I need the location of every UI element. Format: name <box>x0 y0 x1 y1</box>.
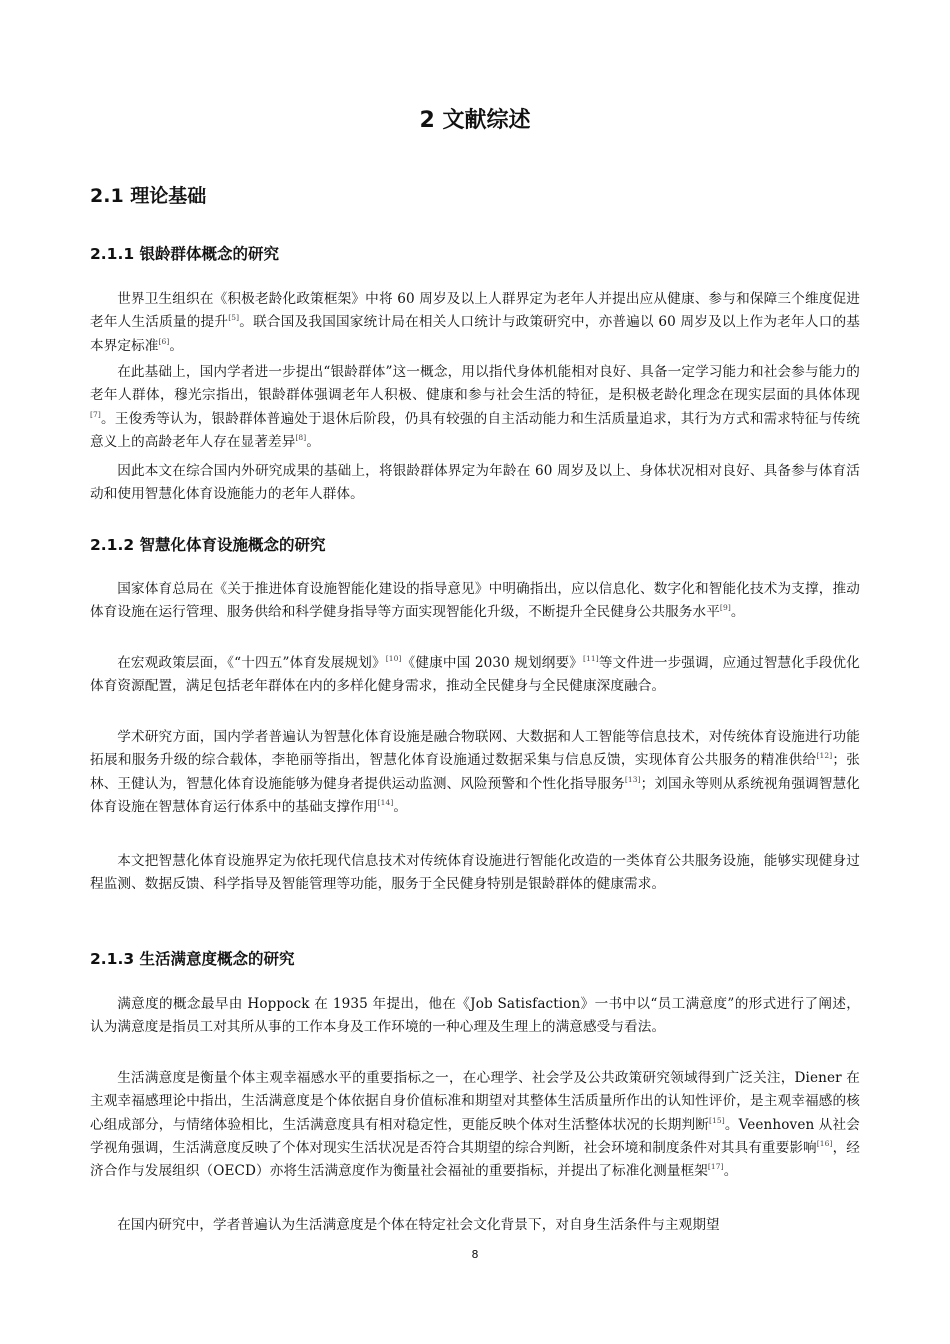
citation: [15] <box>708 1115 725 1125</box>
citation: [8] <box>295 432 307 442</box>
paragraph: 学术研究方面，国内学者普遍认为智慧化体育设施是融合物联网、大数据和人工智能等信息技术，对传统体育设施进行功能拓展和服务升级的综合载体，李艳丽等指出，智慧化体育设施通过数据采集与信息反馈，实现体育公共服务的精准供给[12]；张林、王健认为，智慧化体育设施能够为健身者提供运动监测、风险预警和个性化指导服务[13]；刘国永等则从系统视角强调智慧化体育设施在智慧体育运行体系中的基础支撑作用[14]。 <box>90 729 860 815</box>
subsection-title-2: 2.1.2 智慧化体育设施概念的研究 <box>90 536 326 554</box>
citation: [11] <box>583 654 599 663</box>
paragraph: 世界卫生组织在《积极老龄化政策框架》中将 60 周岁及以上人群界定为老年人并提出应从健康、参与和保障三个维度促进老年人生活质量的提升[5]。联合国及我国国家统计局在相关人口统计与政策研究中，亦普遍以 60 周岁及以上作为老年人口的基本界定标准[6]。 <box>90 291 860 354</box>
subsection-title-3: 2.1.3 生活满意度概念的研究 <box>90 950 295 968</box>
paragraph: 生活满意度是衡量个体主观幸福感水平的重要指标之一，在心理学、社会学及公共政策研究领域得到广泛关注，Diener 在主观幸福感理论中指出，生活满意度是个体依据自身价值标准和期望对其整体生活质量所作出的认知性评价，是主观幸福感的核心组成部分，与情绪体验相比，生活满意度具有相对稳定性，更能反映个体对生活整体状况的长期判断[15]。Veenhoven 从社会学视角强调，生活满意度反映了个体对现实生活状况是否符合其期望的综合判断，社会环境和制度条件对其具有重要影响[16]，经济合作与发展组织（OECD）亦将生活满意度作为衡量社会福祉的重要指标，并提出了标准化测量框架[17]。 <box>90 1070 861 1180</box>
citation: [13] <box>624 774 641 784</box>
citation: [5] <box>228 313 240 323</box>
citation: [17] <box>707 1162 724 1172</box>
chapter-title: 2 文献综述 <box>419 108 531 133</box>
citation: [16] <box>816 1138 833 1148</box>
paragraph: 在国内研究中，学者普遍认为生活满意度是个体在特定社会文化背景下，对自身生活条件与主观期望 <box>117 1217 720 1233</box>
paragraph: 本文把智慧化体育设施界定为依托现代信息技术对传统体育设施进行智能化改造的一类体育公共服务设施，能够实现健身过程监测、数据反馈、科学指导及智能管理等功能，服务于全民健身特别是银龄群体的健康需求。 <box>90 853 860 893</box>
paragraph: 因此本文在综合国内外研究成果的基础上，将银龄群体界定为年龄在 60 周岁及以上、身体状况相对良好、具备参与体育活动和使用智慧化体育设施能力的老年人群体。 <box>90 463 860 503</box>
paragraph: 国家体育总局在《关于推进体育设施智能化建设的指导意见》中明确指出，应以信息化、数字化和智能化技术为支撑，推动体育设施在运行管理、服务供给和科学健身指导等方面实现智能化升级，不断提升全民健身公共服务水平[9]。 <box>90 581 860 621</box>
citation: [9] <box>719 603 731 613</box>
page-number: 8 <box>471 1248 479 1261</box>
citation: [6] <box>158 336 170 346</box>
citation: [12] <box>816 751 833 761</box>
citation: [10] <box>385 654 402 663</box>
citation: [7] <box>90 409 101 419</box>
subsection-title-1: 2.1.1 银龄群体概念的研究 <box>90 245 280 263</box>
paragraph: 在此基础上，国内学者进一步提出“银龄群体”这一概念，用以指代身体机能相对良好、具备一定学习能力和社会参与能力的老年人群体，穆光宗指出，银龄群体强调老年人积极、健康和参与社会生活的特征，是积极老龄化理念在现实层面的具体体现[7]。王俊秀等认为，银龄群体普遍处于退休后阶段，仍具有较强的自主活动能力和生活质量追求，其行为方式和需求特征与传统意义上的高龄老年人存在显著差异[8]。 <box>90 364 860 450</box>
citation: [14] <box>377 797 394 807</box>
section-title: 2.1 理论基础 <box>90 185 207 207</box>
paragraph: 满意度的概念最早由 Hoppock 在 1935 年提出，他在《Job Satisfaction》一书中以“员工满意度”的形式进行了阐述，认为满意度是指员工对其所从事的工作本身及工作环境的一种心理及生理上的满意感受与看法。 <box>90 996 860 1036</box>
paragraph: 在宏观政策层面，《“十四五”体育发展规划》[10]《健康中国 2030 规划纲要》[11]等文件进一步强调，应通过智慧化手段优化体育资源配置，满足包括老年群体在内的多样化健身需求，推动全民健身与全民健康深度融合。 <box>90 654 860 695</box>
